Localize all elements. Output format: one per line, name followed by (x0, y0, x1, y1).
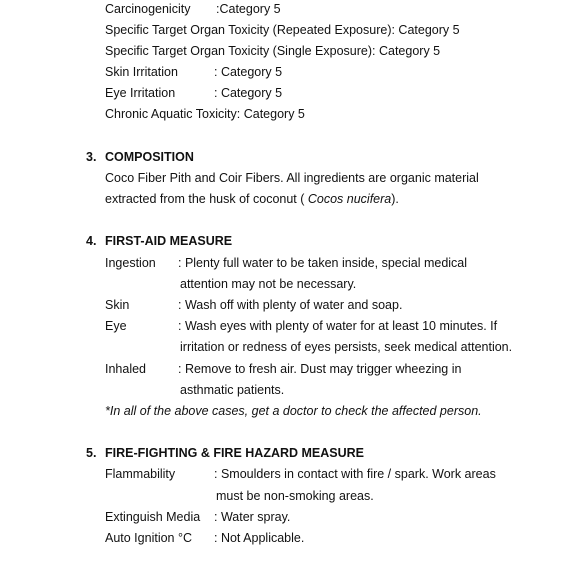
stot-repeated-exposure: Specific Target Organ Toxicity (Repeated Exposure): Category 5 (105, 23, 460, 37)
flammability-text-line-1: : Smoulders in contact with fire / spark. Work areas (214, 467, 496, 481)
stot-single-exposure: Specific Target Organ Toxicity (Single Exposure): Category 5 (105, 44, 441, 58)
auto-ignition-label: Auto Ignition °C (105, 531, 192, 545)
inhaled-label: Inhaled (105, 362, 147, 376)
eye-text-line-2: irritation or redness of eyes persists, seek medical attention. (180, 340, 513, 354)
composition-text-prefix: extracted from the husk of coconut ( (105, 192, 308, 206)
skin-text-line-1: : Wash off with plenty of water and soap. (178, 298, 403, 312)
eye-label: Eye (105, 319, 127, 333)
section-3-number: 3. (86, 150, 97, 164)
inhaled-text-line-2: asthmatic patients. (180, 383, 285, 397)
flammability-label: Flammability (105, 467, 176, 481)
composition-text-suffix: ). (391, 192, 399, 206)
ingestion-text-line-1: : Plenty full water to be taken inside, special medical (178, 256, 468, 270)
section-4-title: FIRST-AID MEASURE (105, 234, 233, 248)
section-3-title: COMPOSITION (105, 150, 194, 164)
eye-irritation-value: : Category 5 (214, 86, 283, 100)
carcinogenicity-value: :Category 5 (216, 2, 281, 16)
eye-irritation-label: Eye Irritation (105, 86, 176, 100)
skin-irritation-label: Skin Irritation (105, 65, 178, 79)
chronic-aquatic-toxicity: Chronic Aquatic Toxicity: Category 5 (105, 107, 305, 121)
skin-label: Skin (105, 298, 130, 312)
section-5-number: 5. (86, 446, 97, 460)
eye-text-line-1: : Wash eyes with plenty of water for at least 10 minutes. If (178, 319, 498, 333)
section-5-title: FIRE-FIGHTING & FIRE HAZARD MEASURE (105, 446, 365, 460)
extinguish-media-value: : Water spray. (214, 510, 291, 524)
composition-text-line-1: Coco Fiber Pith and Coir Fibers. All ingredients are organic material (105, 171, 479, 185)
section-4-number: 4. (86, 234, 97, 248)
inhaled-text-line-1: : Remove to fresh air. Dust may trigger wheezing in (178, 362, 462, 376)
skin-irritation-value: : Category 5 (214, 65, 283, 79)
ingestion-label: Ingestion (105, 256, 156, 270)
flammability-text-line-2: must be non-smoking areas. (216, 489, 374, 503)
composition-text-line-2 (105, 192, 399, 207)
extinguish-media-label: Extinguish Media (105, 510, 201, 524)
composition-species-name: Cocos nucifera (307, 192, 392, 206)
carcinogenicity-label: Carcinogenicity (105, 2, 191, 16)
auto-ignition-value: : Not Applicable. (214, 531, 305, 545)
first-aid-note: *In all of the above cases, get a doctor to check the affected person. (105, 404, 482, 418)
ingestion-text-line-2: attention may not be necessary. (180, 277, 357, 291)
